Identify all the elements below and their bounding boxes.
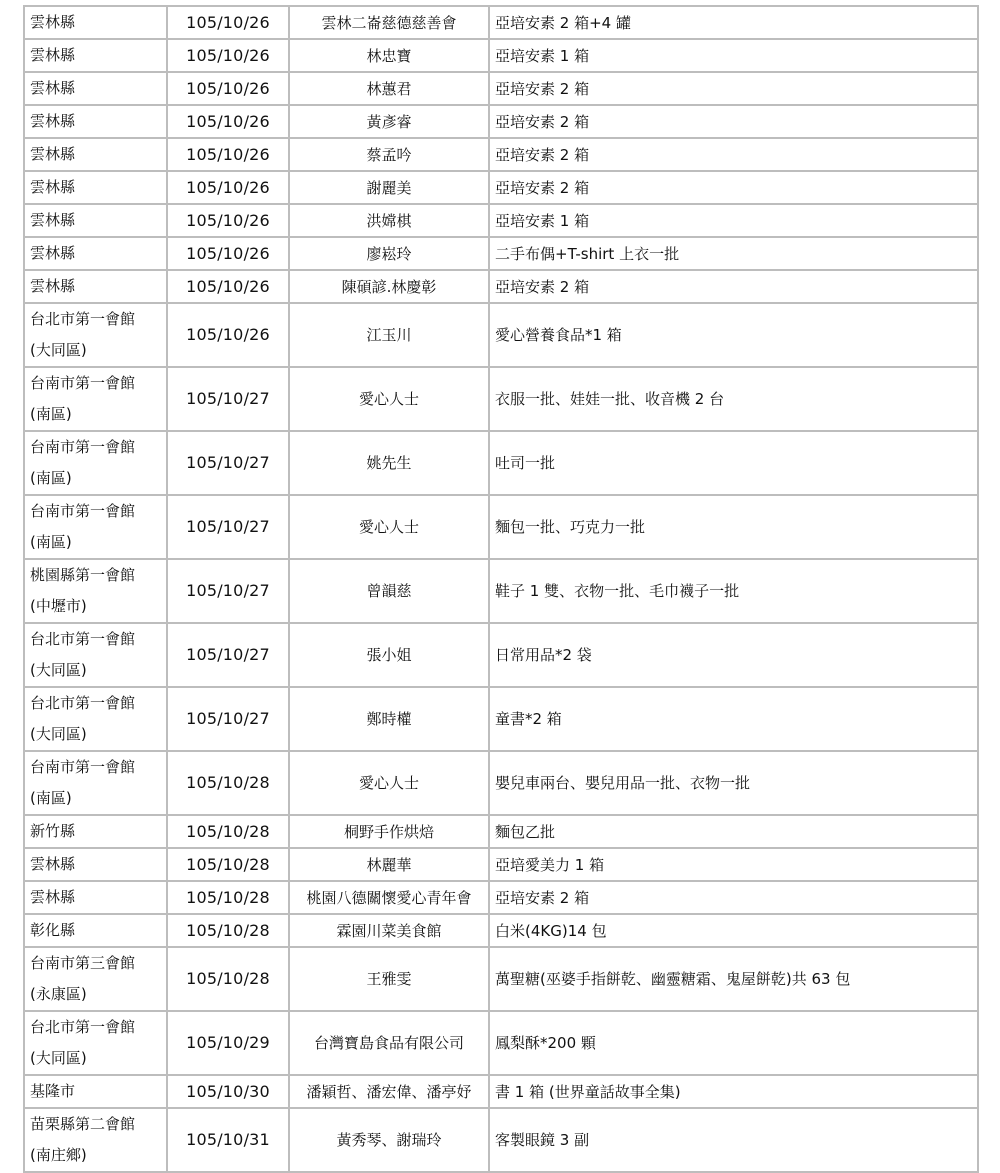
region-cell	[24, 1108, 167, 1172]
table-row	[24, 559, 978, 623]
donor-cell: 台灣寶島食品有限公司	[289, 1011, 489, 1075]
donor-cell: 林蕙君	[289, 72, 489, 105]
items-cell: 鞋子 1 雙、衣物一批、毛巾襪子一批	[489, 559, 978, 623]
table-row	[24, 270, 978, 303]
items-cell: 亞培安素 2 箱	[489, 270, 978, 303]
region-cell	[24, 6, 167, 39]
date-cell: 105/10/27	[167, 623, 289, 687]
donor-cell: 桃園八德關懷愛心青年會	[289, 881, 489, 914]
region-cell	[24, 495, 167, 559]
donor-cell: 王雅雯	[289, 947, 489, 1011]
table-row	[24, 1075, 978, 1108]
items-cell: 吐司一批	[489, 431, 978, 495]
date-cell: 105/10/28	[167, 881, 289, 914]
region-name: 雲林縣	[30, 46, 76, 64]
items-cell: 白米(4KG)14 包	[489, 914, 978, 947]
table-row	[24, 947, 978, 1011]
table-row	[24, 303, 978, 367]
region-name: 台南市第一會館	[30, 502, 136, 520]
region-cell	[24, 171, 167, 204]
region-name: 雲林縣	[30, 112, 76, 130]
region-district: (南區)	[30, 533, 72, 551]
table-row	[24, 72, 978, 105]
region-cell	[24, 204, 167, 237]
table-row	[24, 138, 978, 171]
items-cell: 麵包一批、巧克力一批	[489, 495, 978, 559]
items-cell: 日常用品*2 袋	[489, 623, 978, 687]
date-cell: 105/10/26	[167, 72, 289, 105]
items-cell: 書 1 箱 (世界童話故事全集)	[489, 1075, 978, 1108]
region-name: 雲林縣	[30, 211, 76, 229]
region-cell	[24, 623, 167, 687]
items-cell: 亞培愛美力 1 箱	[489, 848, 978, 881]
date-cell: 105/10/31	[167, 1108, 289, 1172]
date-cell: 105/10/26	[167, 105, 289, 138]
region-cell	[24, 1075, 167, 1108]
donor-cell: 鄭時權	[289, 687, 489, 751]
region-district: (南區)	[30, 469, 72, 487]
table-row	[24, 1011, 978, 1075]
items-cell: 愛心營養食品*1 箱	[489, 303, 978, 367]
date-cell: 105/10/27	[167, 687, 289, 751]
donor-cell: 雲林二崙慈德慈善會	[289, 6, 489, 39]
region-cell	[24, 303, 167, 367]
region-name: 新竹縣	[30, 822, 76, 840]
donor-cell: 愛心人士	[289, 751, 489, 815]
date-cell: 105/10/26	[167, 237, 289, 270]
region-name: 雲林縣	[30, 244, 76, 262]
items-cell: 亞培安素 2 箱	[489, 105, 978, 138]
items-cell: 客製眼鏡 3 副	[489, 1108, 978, 1172]
region-cell	[24, 914, 167, 947]
items-cell: 亞培安素 2 箱	[489, 171, 978, 204]
region-cell	[24, 1011, 167, 1075]
table-row	[24, 431, 978, 495]
table-row	[24, 495, 978, 559]
items-cell: 二手布偶+T-shirt 上衣一批	[489, 237, 978, 270]
region-district: (大同區)	[30, 341, 87, 359]
region-name: 雲林縣	[30, 13, 76, 31]
date-cell: 105/10/30	[167, 1075, 289, 1108]
region-district: (大同區)	[30, 661, 87, 679]
region-name: 台北市第一會館	[30, 310, 136, 328]
donor-cell: 姚先生	[289, 431, 489, 495]
items-cell: 萬聖糖(巫婆手指餅乾、幽靈糖霜、鬼屋餅乾)共 63 包	[489, 947, 978, 1011]
region-cell	[24, 559, 167, 623]
items-cell: 衣服一批、娃娃一批、收音機 2 台	[489, 367, 978, 431]
items-cell: 童書*2 箱	[489, 687, 978, 751]
table-row	[24, 848, 978, 881]
region-cell	[24, 431, 167, 495]
table-row	[24, 6, 978, 39]
donor-cell: 陳碩諺.林慶彰	[289, 270, 489, 303]
date-cell: 105/10/27	[167, 367, 289, 431]
region-name: 基隆市	[30, 1082, 76, 1100]
items-cell: 亞培安素 2 箱	[489, 138, 978, 171]
date-cell: 105/10/26	[167, 270, 289, 303]
region-name: 台北市第一會館	[30, 630, 136, 648]
region-district: (南區)	[30, 789, 72, 807]
region-cell	[24, 751, 167, 815]
date-cell: 105/10/28	[167, 751, 289, 815]
table-row	[24, 367, 978, 431]
region-name: 雲林縣	[30, 277, 76, 295]
region-name: 苗栗縣第二會館	[30, 1115, 136, 1133]
donor-cell: 廖崧玲	[289, 237, 489, 270]
date-cell: 105/10/26	[167, 171, 289, 204]
donor-cell: 潘穎哲、潘宏偉、潘亭妤	[289, 1075, 489, 1108]
region-cell	[24, 815, 167, 848]
region-district: (永康區)	[30, 985, 87, 1003]
donor-cell: 蔡孟吟	[289, 138, 489, 171]
date-cell: 105/10/28	[167, 815, 289, 848]
table-row	[24, 881, 978, 914]
region-district: (南庄鄉)	[30, 1146, 87, 1164]
donor-cell: 林忠寶	[289, 39, 489, 72]
region-district: (中壢市)	[30, 597, 87, 615]
date-cell: 105/10/26	[167, 6, 289, 39]
donor-cell: 愛心人士	[289, 495, 489, 559]
items-cell: 鳳梨酥*200 顆	[489, 1011, 978, 1075]
table-row	[24, 1108, 978, 1172]
table-row	[24, 105, 978, 138]
region-name: 台南市第一會館	[30, 374, 136, 392]
region-cell	[24, 947, 167, 1011]
table-row	[24, 204, 978, 237]
region-district: (大同區)	[30, 725, 87, 743]
date-cell: 105/10/26	[167, 138, 289, 171]
region-name: 桃園縣第一會館	[30, 566, 136, 584]
region-name: 台南市第一會館	[30, 438, 136, 456]
table-row	[24, 171, 978, 204]
items-cell: 亞培安素 1 箱	[489, 39, 978, 72]
table-row	[24, 687, 978, 751]
region-district: (南區)	[30, 405, 72, 423]
date-cell: 105/10/26	[167, 204, 289, 237]
table-row	[24, 237, 978, 270]
region-district: (大同區)	[30, 1049, 87, 1067]
region-name: 雲林縣	[30, 855, 76, 873]
date-cell: 105/10/27	[167, 431, 289, 495]
date-cell: 105/10/27	[167, 559, 289, 623]
region-name: 雲林縣	[30, 178, 76, 196]
date-cell: 105/10/29	[167, 1011, 289, 1075]
donor-cell: 黃秀琴、謝瑞玲	[289, 1108, 489, 1172]
table-row	[24, 39, 978, 72]
items-cell: 麵包乙批	[489, 815, 978, 848]
date-cell: 105/10/28	[167, 947, 289, 1011]
region-cell	[24, 39, 167, 72]
donor-cell: 林麗華	[289, 848, 489, 881]
donor-cell: 洪嫦棋	[289, 204, 489, 237]
donor-cell: 桐野手作烘焙	[289, 815, 489, 848]
region-name: 台南市第三會館	[30, 954, 136, 972]
region-name: 雲林縣	[30, 79, 76, 97]
date-cell: 105/10/28	[167, 848, 289, 881]
table-row	[24, 623, 978, 687]
items-cell: 亞培安素 2 箱+4 罐	[489, 6, 978, 39]
region-cell	[24, 237, 167, 270]
region-name: 雲林縣	[30, 888, 76, 906]
region-name: 台北市第一會館	[30, 694, 136, 712]
donor-cell: 霖園川菜美食館	[289, 914, 489, 947]
region-name: 台南市第一會館	[30, 758, 136, 776]
donor-cell: 謝麗美	[289, 171, 489, 204]
date-cell: 105/10/26	[167, 303, 289, 367]
region-cell	[24, 138, 167, 171]
date-cell: 105/10/27	[167, 495, 289, 559]
donor-cell: 張小姐	[289, 623, 489, 687]
table-row	[24, 914, 978, 947]
region-cell	[24, 687, 167, 751]
items-cell: 嬰兒車兩台、嬰兒用品一批、衣物一批	[489, 751, 978, 815]
region-cell	[24, 367, 167, 431]
donation-table-body	[24, 6, 978, 1172]
region-cell	[24, 270, 167, 303]
date-cell: 105/10/28	[167, 914, 289, 947]
region-cell	[24, 881, 167, 914]
region-cell	[24, 848, 167, 881]
items-cell: 亞培安素 2 箱	[489, 881, 978, 914]
region-cell	[24, 105, 167, 138]
table-row	[24, 751, 978, 815]
donor-cell: 愛心人士	[289, 367, 489, 431]
donation-table	[23, 5, 979, 1173]
donation-table-wrapper	[23, 5, 977, 1173]
table-row	[24, 815, 978, 848]
donor-cell: 曾韻慈	[289, 559, 489, 623]
region-name: 雲林縣	[30, 145, 76, 163]
region-name: 台北市第一會館	[30, 1018, 136, 1036]
items-cell: 亞培安素 2 箱	[489, 72, 978, 105]
region-cell	[24, 72, 167, 105]
date-cell: 105/10/26	[167, 39, 289, 72]
items-cell: 亞培安素 1 箱	[489, 204, 978, 237]
region-name: 彰化縣	[30, 921, 76, 939]
donor-cell: 黃彥睿	[289, 105, 489, 138]
donor-cell: 江玉川	[289, 303, 489, 367]
